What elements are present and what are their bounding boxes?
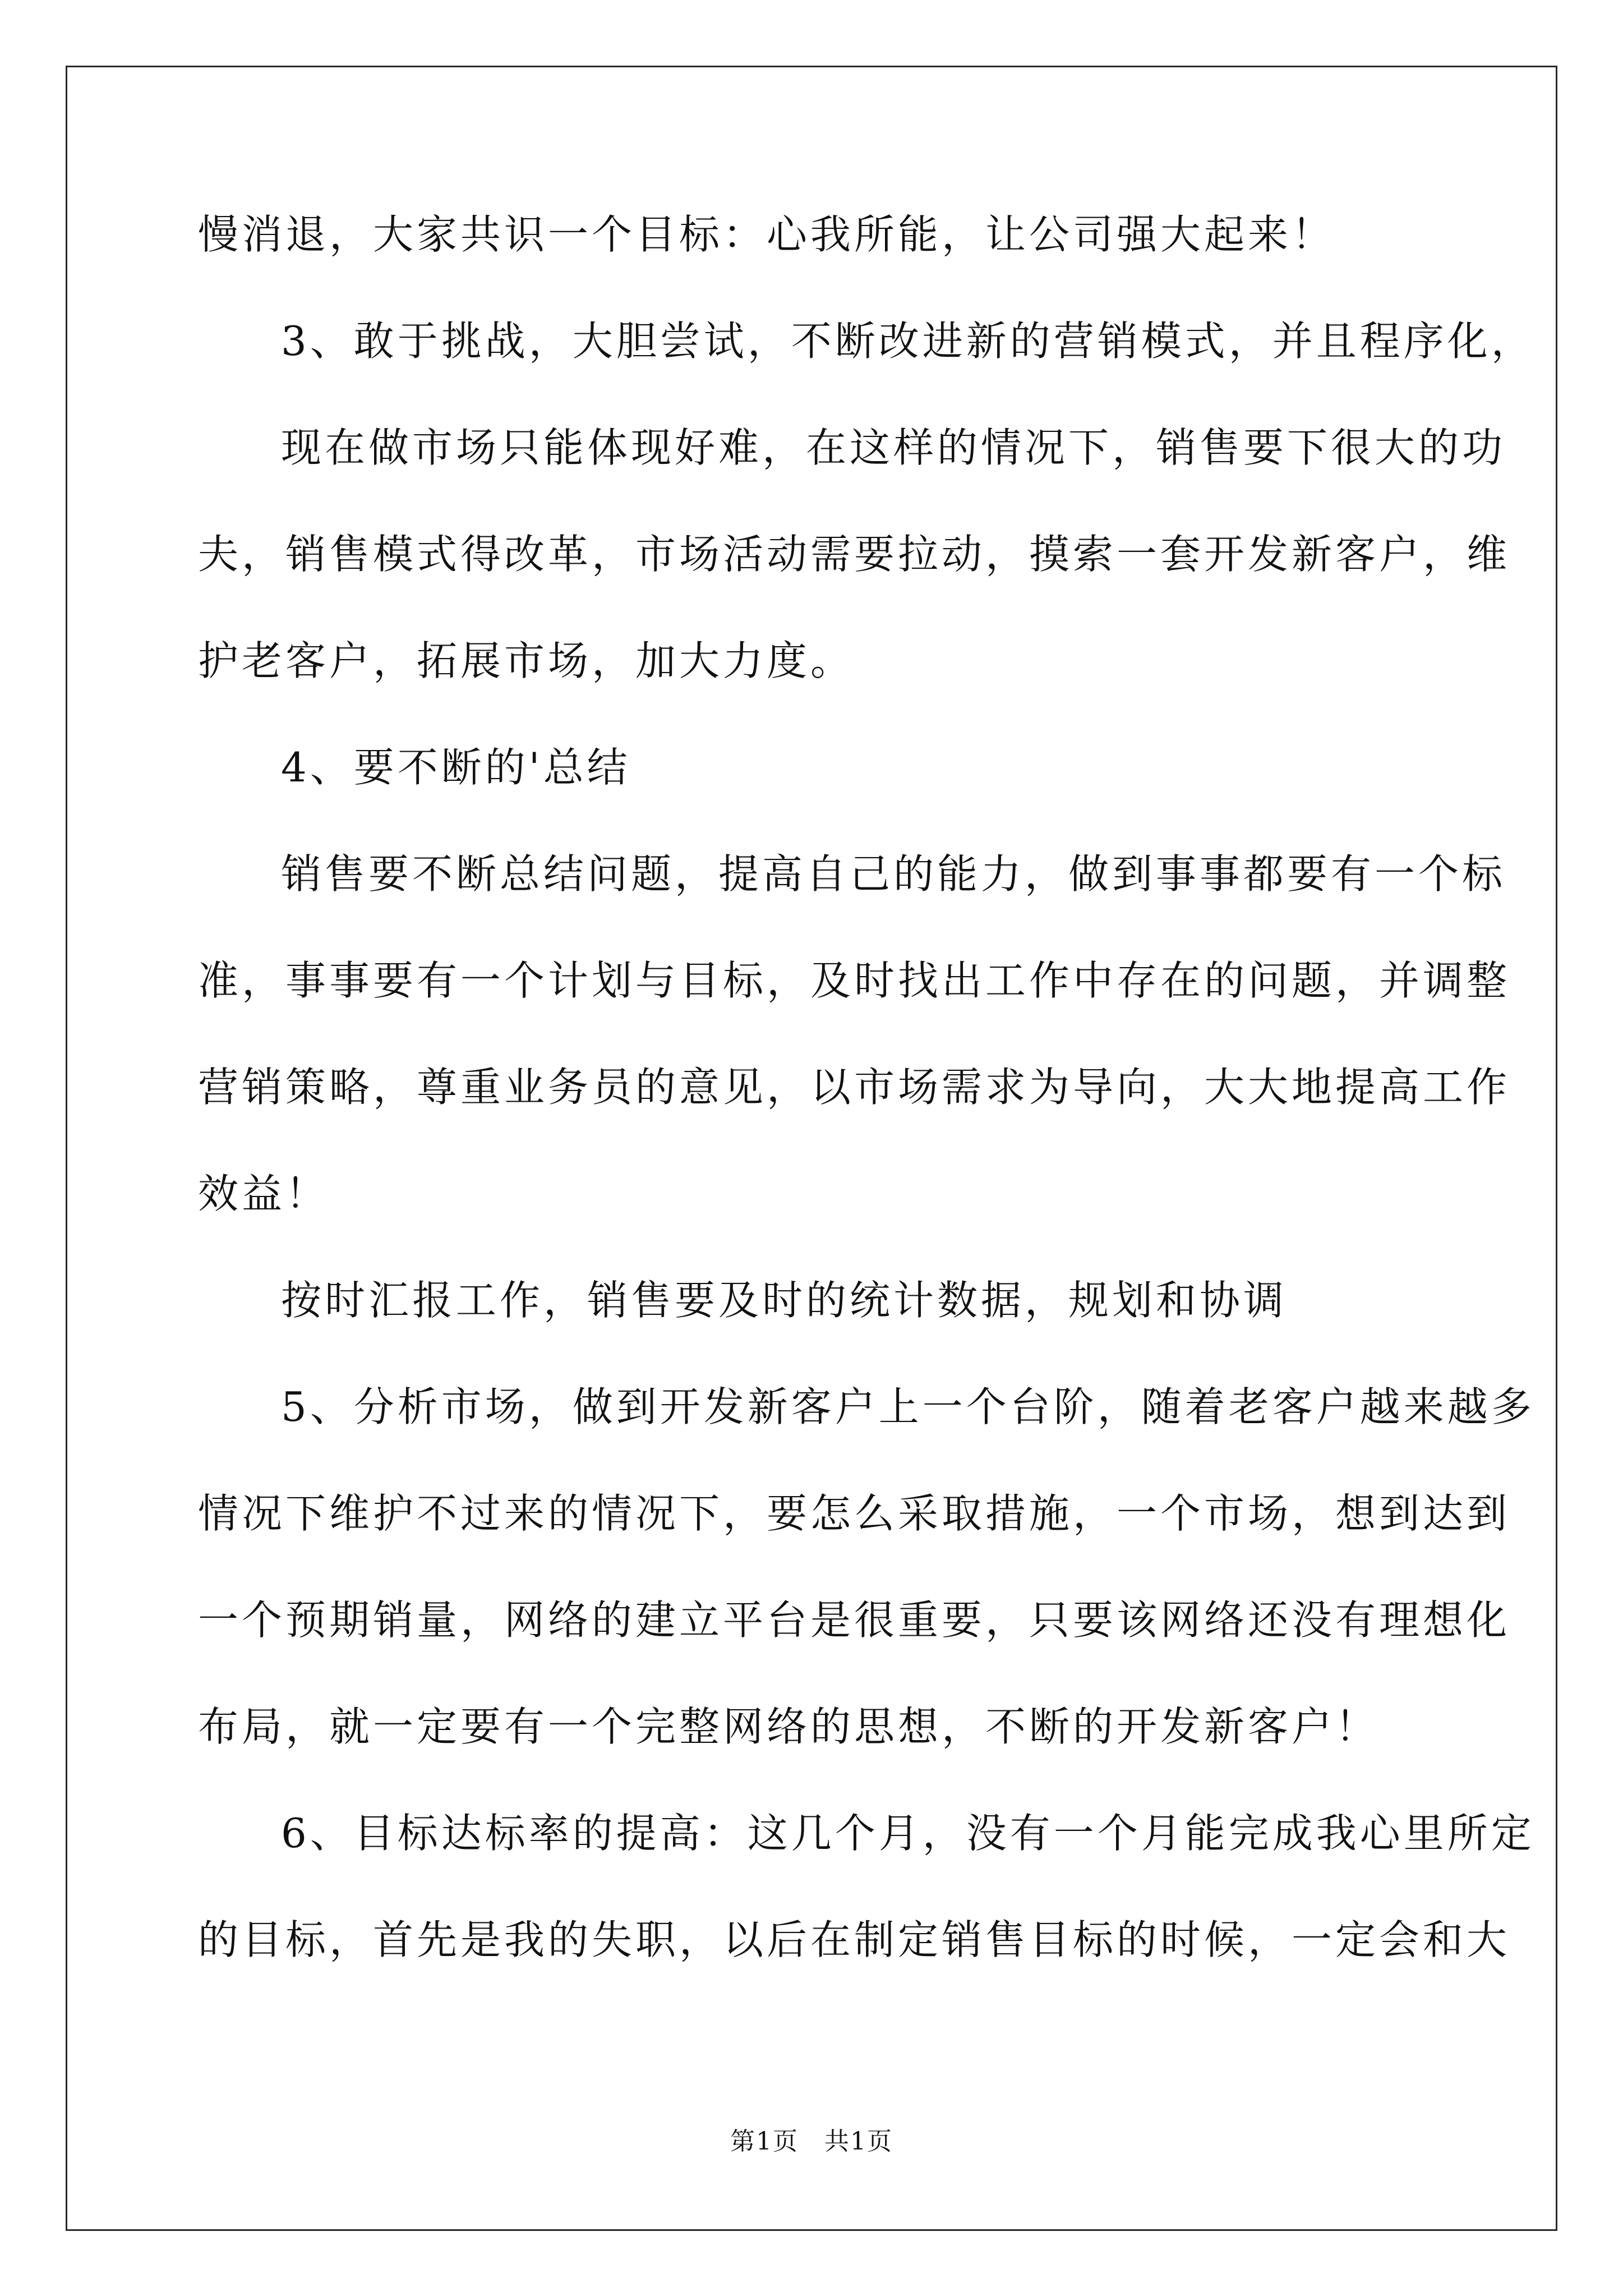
text-line: 销售要不断总结问题，提高自己的能力，做到事事都要有一个标 [281,850,1506,898]
text-line: 6、目标达标率的提高：这几个月，没有一个月能完成我心里所定 [281,1810,1535,1857]
text-line: 慢消退，大家共识一个目标：心我所能，让公司强大起来！ [198,211,1336,258]
text-line: 的目标，首先是我的失职，以后在制定销售目标的时候，一定会和大 [198,1916,1511,1963]
text-line: 按时汇报工作，销售要及时的统计数据，规划和协调 [281,1277,1288,1324]
page-footer: 第1页 共1页 [730,2127,893,2156]
text-line: 情况下维护不过来的情况下，要怎么采取措施，一个市场，想到达到 [198,1490,1511,1537]
text-line: 布局，就一定要有一个完整网络的思想，不断的开发新客户！ [198,1703,1380,1750]
text-line: 一个预期销量，网络的建立平台是很重要，只要该网络还没有理想化 [198,1596,1511,1644]
text-line: 护老客户，拓展市场，加大力度。 [198,637,855,684]
text-line: 夫，销售模式得改革，市场活动需要拉动，摸索一套开发新客户，维 [198,531,1511,578]
text-line: 效益！ [198,1170,330,1217]
text-line: 4、要不断的'总结 [281,744,631,791]
text-line: 准，事事要有一个计划与目标，及时找出工作中存在的问题，并调整 [198,957,1511,1004]
text-line: 3、敢于挑战，大胆尝试，不断改进新的营销模式，并且程序化， [281,318,1535,365]
page-border [66,66,1557,2231]
text-line: 现在做市场只能体现好难，在这样的情况下，销售要下很大的功 [281,424,1506,471]
text-line: 营销策略，尊重业务员的意见，以市场需求为导向，大大地提高工作 [198,1064,1511,1111]
text-line: 5、分析市场，做到开发新客户上一个台阶，随着老客户越来越多 [281,1383,1535,1430]
